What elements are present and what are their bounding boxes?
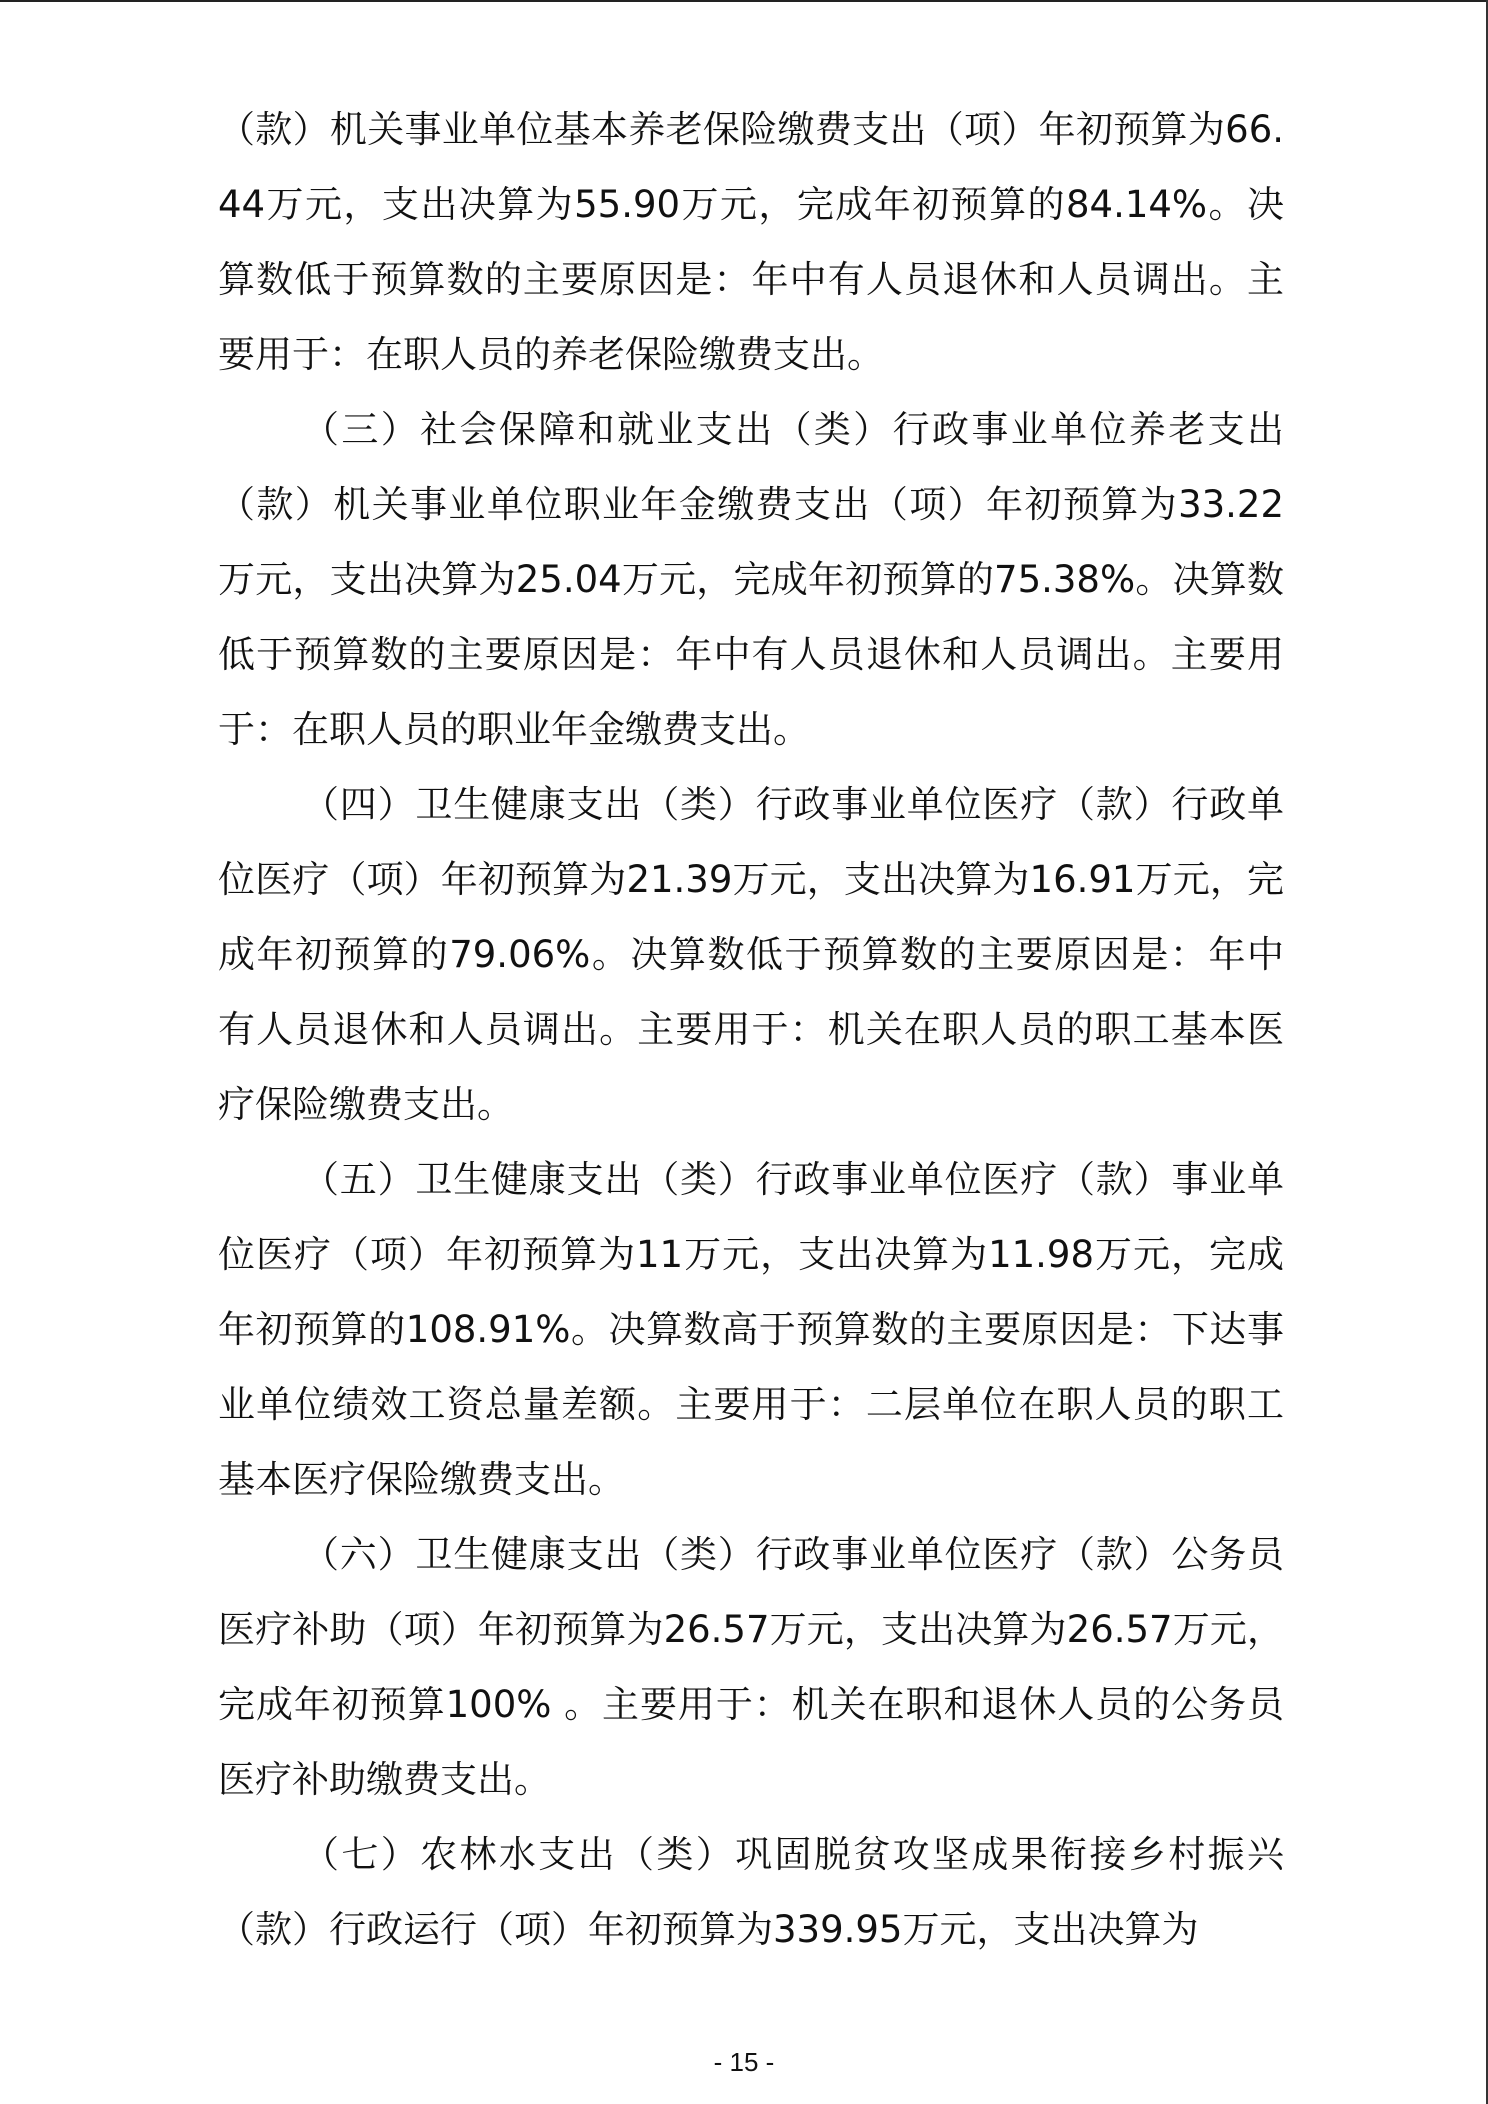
paragraph-pension-insurance: （款）机关事业单位基本养老保险缴费支出（项）年初预算为66.44万元，支出决算为55.90万元，完成年初预算的84.14%。决算数低于预算数的主要原因是：年中有人员退休和人员调出。主要用于：在职人员的养老保险缴费支出。 — [218, 108, 1284, 376]
paragraph-administrative-medical: （四）卫生健康支出（类）行政事业单位医疗（款）行政单位医疗（项）年初预算为21.39万元，支出决算为16.91万元，完成年初预算的79.06%。决算数低于预算数的主要原因是：年中有人员退休和人员调出。主要用于：机关在职人员的职工基本医疗保险缴费支出。 — [218, 783, 1284, 1126]
paragraph-civil-servant-medical-subsidy: （六）卫生健康支出（类）行政事业单位医疗（款）公务员医疗补助（项）年初预算为26.57万元，支出决算为26.57万元，完成年初预算100% 。主要用于：机关在职和退休人员的公务员医疗补助缴费支出。 — [218, 1533, 1284, 1801]
paragraph-occupational-annuity: （三）社会保障和就业支出（类）行政事业单位养老支出（款）机关事业单位职业年金缴费支出（项）年初预算为33.22万元，支出决算为25.04万元，完成年初预算的75.38%。决算数低于预算数的主要原因是：年中有人员退休和人员调出。主要用于：在职人员的职业年金缴费支出。 — [218, 408, 1284, 751]
paragraph-institution-medical: （五）卫生健康支出（类）行政事业单位医疗（款）事业单位医疗（项）年初预算为11万元，支出决算为11.98万元，完成年初预算的108.91%。决算数高于预算数的主要原因是：下达事业单位绩效工资总量差额。主要用于：二层单位在职人员的职工基本医疗保险缴费支出。 — [218, 1158, 1284, 1501]
page-number: - 15 - — [713, 2047, 775, 2077]
body-text — [218, 92, 1284, 1967]
paragraph-agriculture-forestry-water: （七）农林水支出（类）巩固脱贫攻坚成果衔接乡村振兴（款）行政运行（项）年初预算为339.95万元，支出决算为 — [218, 1833, 1284, 1951]
top-border-line — [0, 0, 1488, 2]
